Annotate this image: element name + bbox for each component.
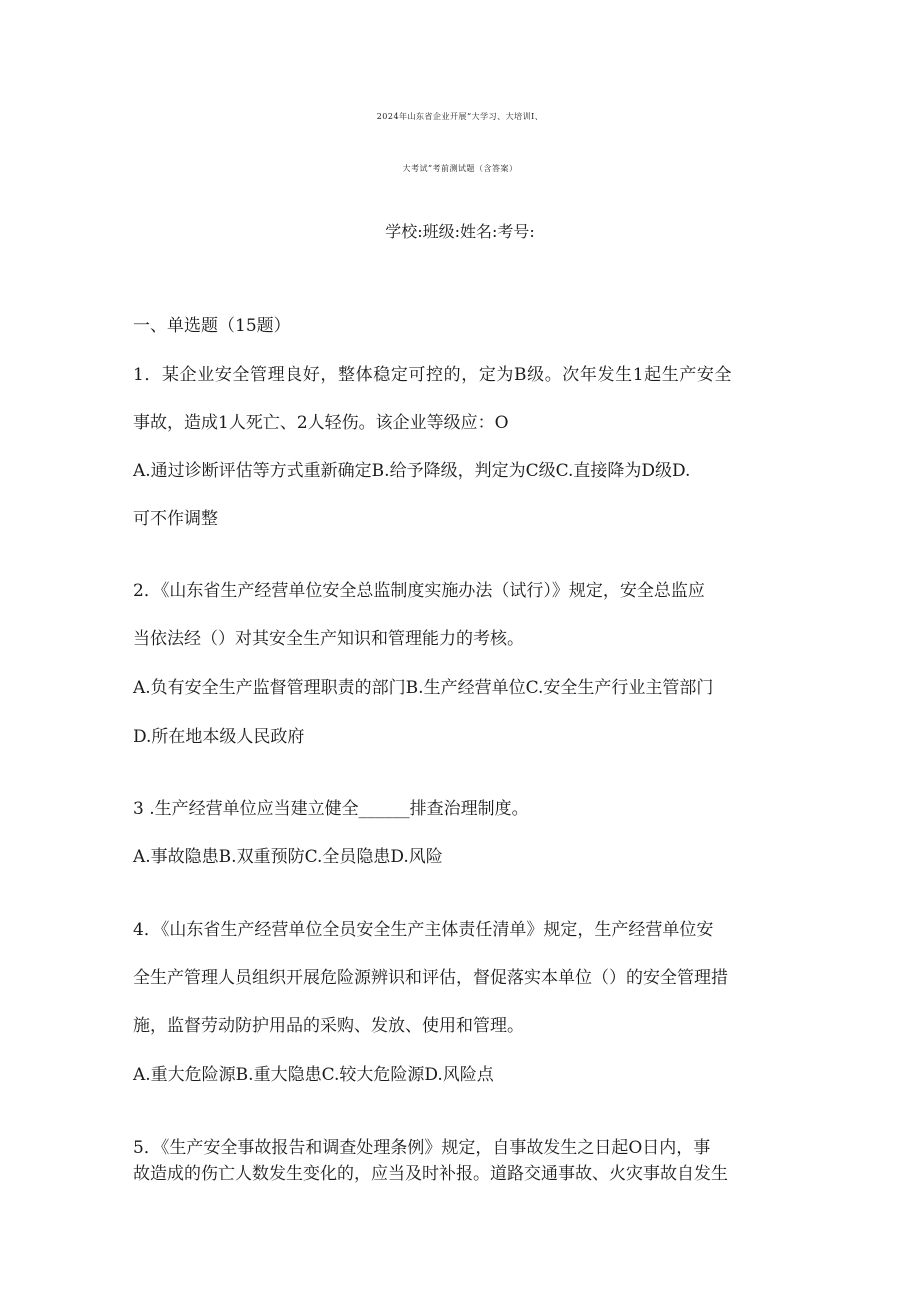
question-1-options-line-1: A.通过诊断评估等方式重新确定B.给予降级，判定为C级C.直接降为D级D. <box>133 461 691 481</box>
question-3-stem-line-1: 3 .生产经营单位应当建立健全______排查治理制度。 <box>133 799 529 819</box>
question-1-options-line-2: 可不作调整 <box>133 509 218 529</box>
question-2-stem-line-2: 当依法经（）对其安全生产知识和管理能力的考核。 <box>133 629 524 649</box>
question-2-stem-line-1: 2．《山东省生产经营单位安全总监制度实施办法（试行）》规定，安全总监应 <box>133 581 705 601</box>
question-1-stem-line-2: 事故，造成1人死亡、2人轻伤。该企业等级应：O <box>133 413 509 433</box>
question-4-stem-line-2: 全生产管理人员组织开展危险源辨识和评估，督促落实本单位（）的安全管理措 <box>133 968 728 988</box>
question-2-options-line-1: A.负有安全生产监督管理职责的部门B.生产经营单位C.安全生产行业主管部门 <box>133 678 714 698</box>
question-3-options-line-1: A.事故隐患B.双重预防C.全员隐患D.风险 <box>133 847 443 867</box>
question-5-stem-line-1: 5．《生产安全事故报告和调查处理条例》规定，自事故发生之日起O日内，事 <box>133 1138 711 1158</box>
question-5-stem-line-2: 故造成的伤亡人数发生变化的，应当及时补报。道路交通事故、火灾事故自发生 <box>133 1164 728 1184</box>
question-4-options-line-1: A.重大危险源B.重大隐患C.较大危险源D.风险点 <box>133 1065 494 1085</box>
section-heading: 一、单选题（15题） <box>133 316 291 336</box>
question-4-stem-line-3: 施，监督劳动防护用品的采购、发放、使用和管理。 <box>133 1016 524 1036</box>
student-info-line: 学校:班级:姓名:考号: <box>385 222 535 241</box>
question-4-stem-line-1: 4．《山东省生产经营单位全员安全生产主体责任清单》规定，生产经营单位安 <box>133 920 714 940</box>
question-2-options-line-2: D.所在地本级人民政府 <box>133 727 305 747</box>
question-1-stem-line-1: 1．某企业安全管理良好，整体稳定可控的，定为B级。次年发生1起生产安全 <box>133 365 733 385</box>
document-title-line-1: 2024年山东省企业开展“大学习、大培训I、 <box>376 112 544 121</box>
document-title-line-2: 大考试”考前测试题（含答案） <box>402 164 518 173</box>
